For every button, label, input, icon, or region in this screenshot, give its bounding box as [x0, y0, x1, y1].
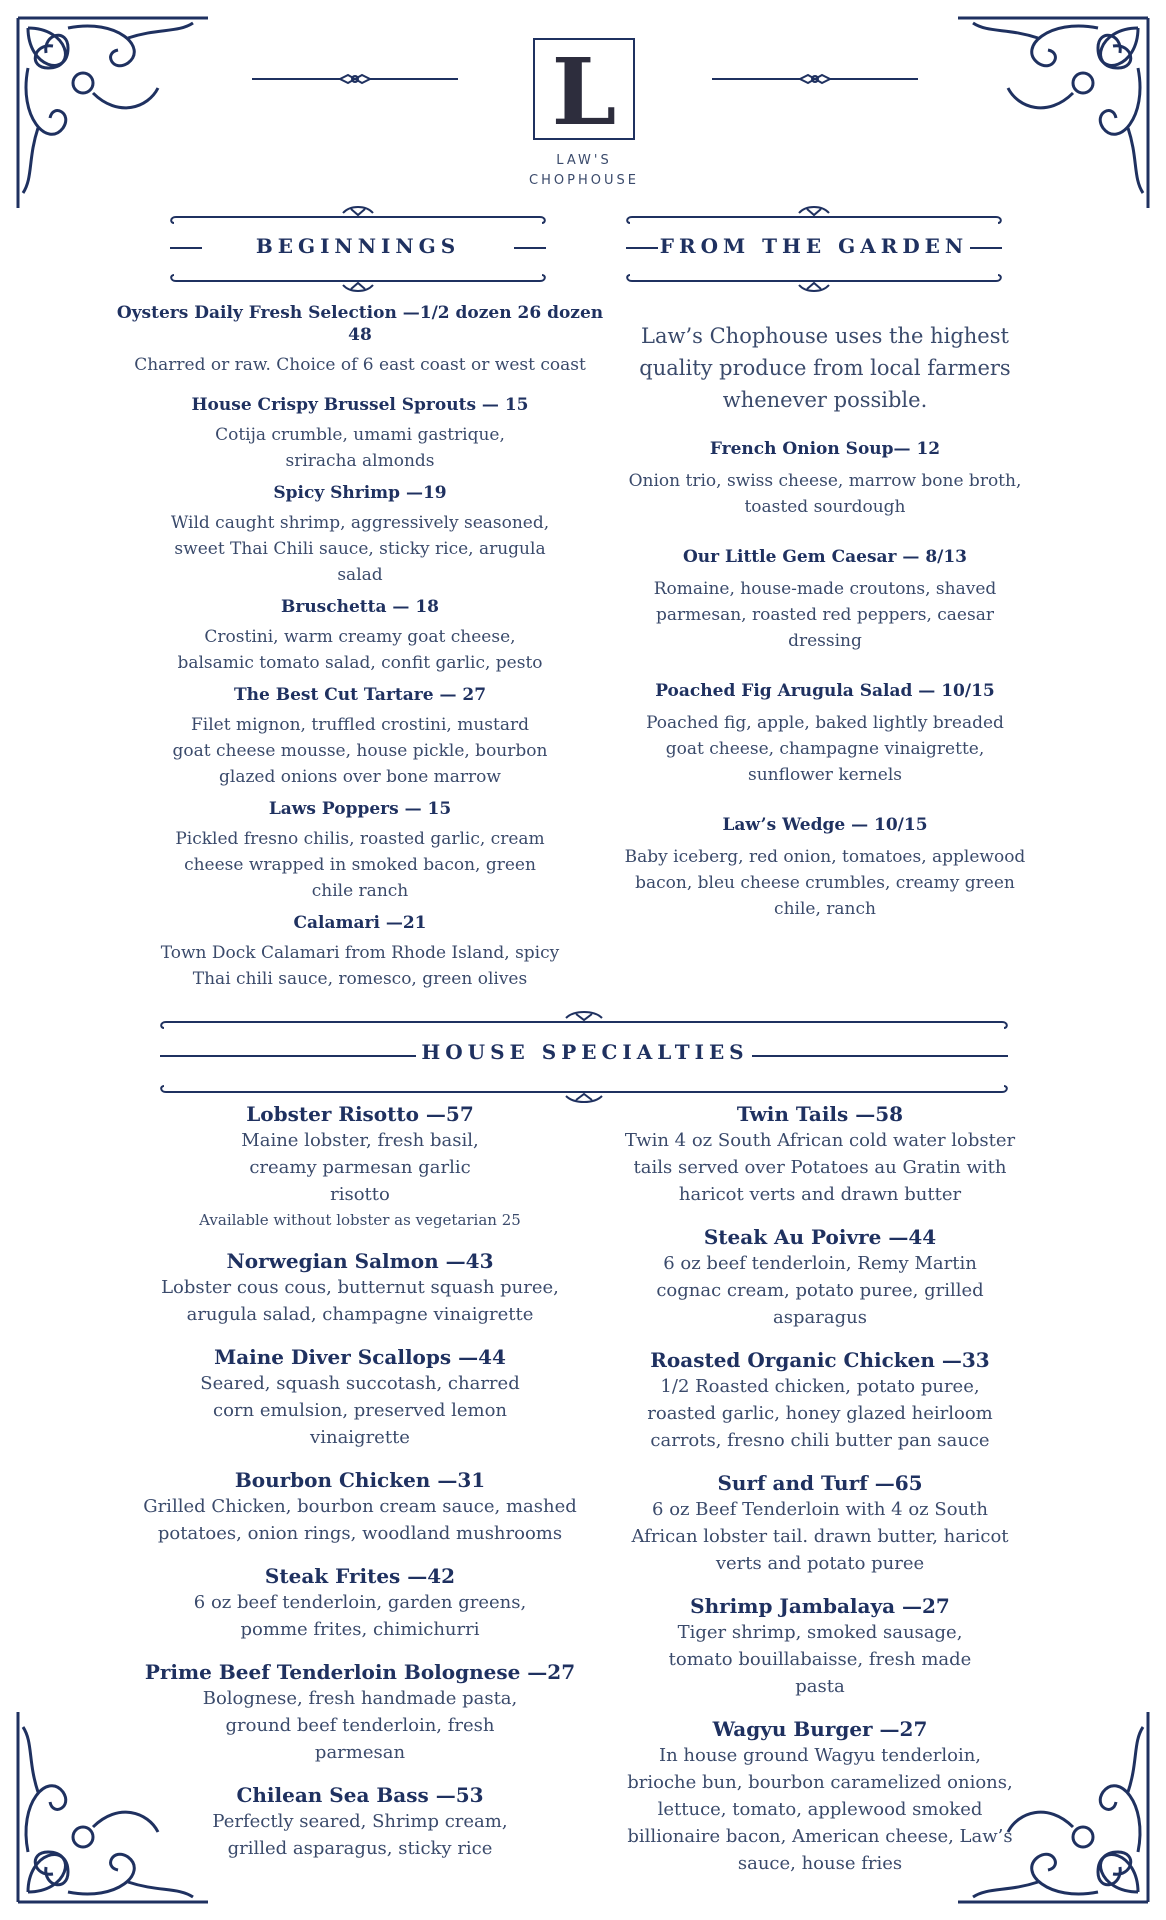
item-description: In house ground Wagyu tenderloin, brioche bun, bourbon caramelized onions, lettuce, tomato, applewood smoked billionaire bacon, American cheese, Law’s sauce, house fries	[627, 1745, 1013, 1874]
item-description: Crostini, warm creamy goat cheese, balsamic tomato salad, confit garlic, pesto	[177, 627, 543, 673]
item-name: House Crispy Brussel Sprouts — 15	[191, 395, 529, 415]
menu-item	[120, 1101, 600, 1232]
menu-item	[120, 1344, 600, 1451]
item-name: Wagyu Burger —27	[712, 1717, 928, 1741]
item-name: Spicy Shrimp —19	[273, 483, 447, 503]
item-name: Poached Fig Arugula Salad — 10/15	[655, 681, 995, 701]
item-name: Our Little Gem Caesar — 8/13	[682, 547, 968, 567]
menu-item	[620, 1101, 1020, 1208]
item-description: Onion trio, swiss cheese, marrow bone broth, toasted sourdough	[628, 471, 1022, 517]
item-description: Maine lobster, fresh basil, creamy parmesan garlic risotto	[241, 1130, 479, 1205]
item-description: Wild caught shrimp, aggressively seasoned, sweet Thai Chili sauce, sticky rice, arugula salad	[170, 513, 550, 585]
menu-item	[620, 814, 1030, 922]
menu-item	[620, 1716, 1020, 1877]
corner-flourish-top-right	[948, 8, 1158, 218]
item-name: Shrimp Jambalaya —27	[690, 1594, 950, 1618]
menu-item	[110, 798, 610, 904]
item-name: Steak Au Poivre —44	[703, 1225, 937, 1249]
item-name: Steak Frites —42	[264, 1564, 456, 1588]
item-name: Chilean Sea Bass —53	[236, 1783, 484, 1807]
item-description: Poached fig, apple, baked lightly breaded goat cheese, champagne vinaigrette, sunflower kernels	[646, 713, 1004, 785]
corner-flourish-top-left	[8, 8, 218, 218]
beginnings-list	[110, 302, 610, 1000]
item-name: Twin Tails —58	[736, 1102, 904, 1126]
item-description: Lobster cous cous, butternut squash puree, arugula salad, champagne vinaigrette	[161, 1277, 559, 1325]
item-name: Maine Diver Scallops —44	[214, 1345, 506, 1369]
item-description: Tiger shrimp, smoked sausage, tomato bouillabaisse, fresh made pasta	[668, 1622, 972, 1697]
item-name: Lobster Risotto —57	[246, 1102, 474, 1126]
item-description: Twin 4 oz South African cold water lobster tails served over Potatoes au Gratin with haricot verts and drawn butter	[624, 1130, 1016, 1205]
item-description: Grilled Chicken, bourbon cream sauce, mashed potatoes, onion rings, woodland mushrooms	[143, 1496, 577, 1544]
item-name: The Best Cut Tartare — 27	[233, 685, 487, 705]
item-name: Bourbon Chicken —31	[234, 1468, 486, 1492]
menu-item	[620, 680, 1030, 788]
item-description: 6 oz Beef Tenderloin with 4 oz South African lobster tail. drawn butter, haricot verts and potato puree	[631, 1499, 1009, 1574]
menu-item	[620, 1224, 1020, 1331]
logo-name-line2: CHOPHOUSE	[529, 173, 639, 188]
menu-item	[110, 596, 610, 676]
menu-item	[110, 912, 610, 992]
item-name: Oysters Daily Fresh Selection —1/2 dozen 26 dozen 48	[116, 303, 604, 345]
menu-item	[120, 1659, 600, 1766]
specialties-right-list	[620, 1101, 1020, 1893]
garden-intro: Law’s Chophouse uses the highest quality produce from local farmers whenever possible.	[639, 324, 1011, 412]
header-divider-right	[712, 72, 918, 86]
item-name: Prime Beef Tenderloin Bolognese —27	[144, 1660, 576, 1684]
item-description: Romaine, house-made croutons, shaved parmesan, roasted red peppers, caesar dressing	[653, 579, 997, 651]
item-description: 6 oz beef tenderloin, Remy Martin cognac cream, potato puree, grilled asparagus	[656, 1253, 984, 1328]
menu-item	[110, 684, 610, 790]
item-description: Baby iceberg, red onion, tomatoes, applewood bacon, bleu cheese crumbles, creamy green chile, ranch	[624, 847, 1026, 919]
item-description: Cotija crumble, umami gastrique, sriracha almonds	[215, 425, 505, 471]
item-name: Roasted Organic Chicken —33	[650, 1348, 990, 1372]
item-description: Filet mignon, truffled crostini, mustard goat cheese mousse, house pickle, bourbon glazed onions over bone marrow	[172, 715, 548, 787]
item-description: Perfectly seared, Shrimp cream, grilled asparagus, sticky rice	[212, 1811, 508, 1859]
menu-item	[620, 1470, 1020, 1577]
menu-item	[620, 438, 1030, 520]
menu-item	[620, 1347, 1020, 1454]
item-name: Norwegian Salmon —43	[226, 1249, 494, 1273]
menu-item	[120, 1467, 600, 1547]
menu-item	[620, 1593, 1020, 1700]
logo	[533, 38, 635, 146]
item-description: 6 oz beef tenderloin, garden greens, pomme frites, chimichurri	[193, 1592, 527, 1640]
menu-item	[110, 394, 610, 474]
item-name: French Onion Soup— 12	[709, 439, 941, 459]
item-name: Surf and Turf —65	[717, 1471, 923, 1495]
header-divider-left	[252, 72, 458, 86]
logo-letter: L	[551, 38, 617, 146]
logo-name-line1: LAW'S	[556, 153, 612, 168]
item-description: Bolognese, fresh handmade pasta, ground beef tenderloin, fresh parmesan	[202, 1688, 518, 1763]
menu-item	[110, 302, 610, 378]
garden-title: FROM THE GARDEN	[659, 234, 969, 258]
specialties-title: HOUSE SPECIALTIES	[421, 1040, 749, 1064]
item-description: Pickled fresno chilis, roasted garlic, cream cheese wrapped in smoked bacon, green chile ranch	[175, 829, 545, 901]
menu-item	[120, 1563, 600, 1643]
item-name: Laws Poppers — 15	[268, 799, 452, 819]
menu-item	[110, 482, 610, 588]
beginnings-title: BEGINNINGS	[255, 234, 461, 258]
item-description: 1/2 Roasted chicken, potato puree, roasted garlic, honey glazed heirloom carrots, fresno chili butter pan sauce	[647, 1376, 993, 1451]
item-name: Calamari —21	[293, 913, 427, 933]
item-name: Bruschetta — 18	[281, 597, 439, 617]
item-description: Charred or raw. Choice of 6 east coast or west coast	[134, 355, 586, 375]
item-description: Town Dock Calamari from Rhode Island, spicy Thai chili sauce, romesco, green olives	[160, 943, 560, 989]
menu-item	[620, 546, 1030, 654]
item-description: Seared, squash succotash, charred corn emulsion, preserved lemon vinaigrette	[200, 1373, 520, 1448]
specialties-left-list	[120, 1101, 600, 1878]
menu-item	[120, 1248, 600, 1328]
item-note: Available without lobster as vegetarian 25	[199, 1211, 521, 1229]
garden-list	[620, 320, 1030, 948]
menu-item	[120, 1782, 600, 1862]
item-name: Law’s Wedge — 10/15	[722, 815, 928, 835]
